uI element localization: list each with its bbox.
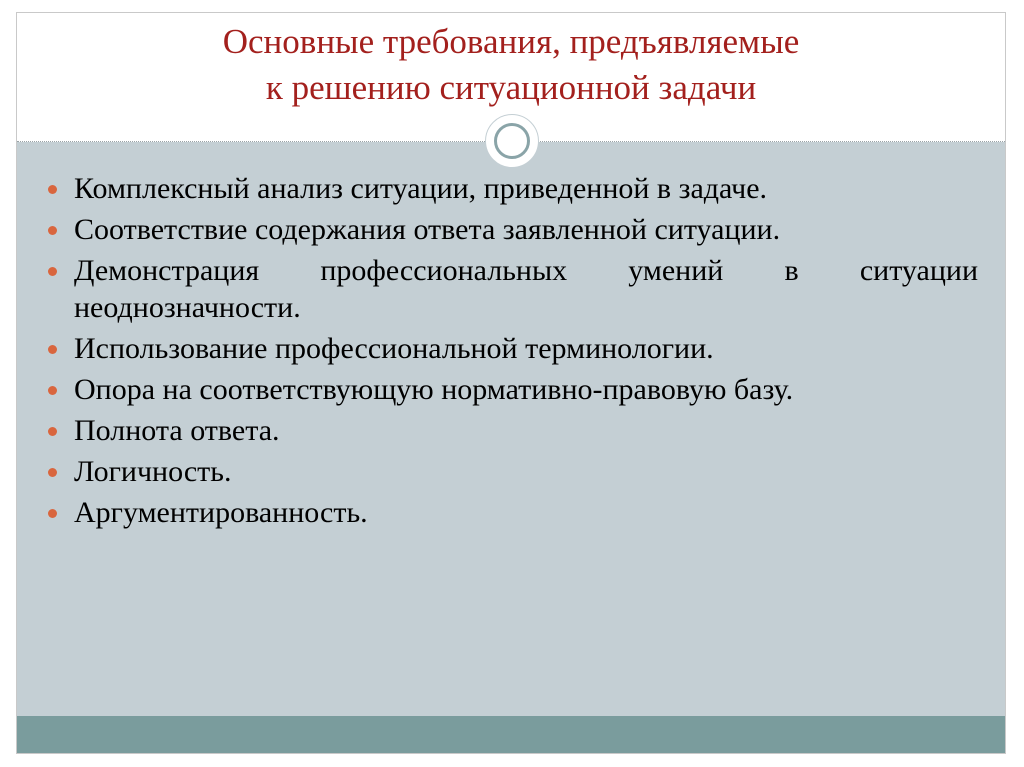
bullet-dot-icon	[48, 427, 57, 436]
bullet-text: Демонстрация профессиональных умений в ситуации неоднозначности.	[74, 254, 978, 324]
bullet-text: Опора на соответствующую нормативно-правовую базу.	[74, 373, 794, 406]
bullet-text: Аргументированность.	[74, 496, 368, 529]
bullet-list	[48, 170, 978, 535]
slide-title	[17, 19, 1005, 111]
bullet-dot-icon	[48, 386, 57, 395]
bullet-text: Соответствие содержания ответа заявленной ситуации.	[74, 213, 781, 246]
bullet-text: Логичность.	[74, 455, 232, 488]
title-line-1: Основные требования, предъявляемые	[222, 22, 800, 61]
bottom-band	[17, 716, 1005, 753]
list-item	[48, 252, 978, 326]
ring-inner	[494, 123, 530, 159]
bullet-dot-icon	[48, 345, 57, 354]
bullet-dot-icon	[48, 226, 57, 235]
bullet-text: Полнота ответа.	[74, 414, 280, 447]
list-item	[48, 211, 978, 248]
list-item	[48, 494, 978, 531]
list-item	[48, 330, 978, 367]
list-item	[48, 371, 978, 408]
bullet-text: Использование профессиональной терминологии.	[74, 332, 714, 365]
list-item	[48, 412, 978, 449]
ring-icon	[485, 114, 539, 168]
list-item	[48, 453, 978, 490]
title-line-2: к решению ситуационной задачи	[265, 68, 757, 107]
bullet-dot-icon	[48, 185, 57, 194]
bullet-dot-icon	[48, 267, 57, 276]
bullet-dot-icon	[48, 509, 57, 518]
bullet-dot-icon	[48, 468, 57, 477]
bullet-text: Комплексный анализ ситуации, приведенной в задаче.	[74, 172, 768, 205]
list-item	[48, 170, 978, 207]
